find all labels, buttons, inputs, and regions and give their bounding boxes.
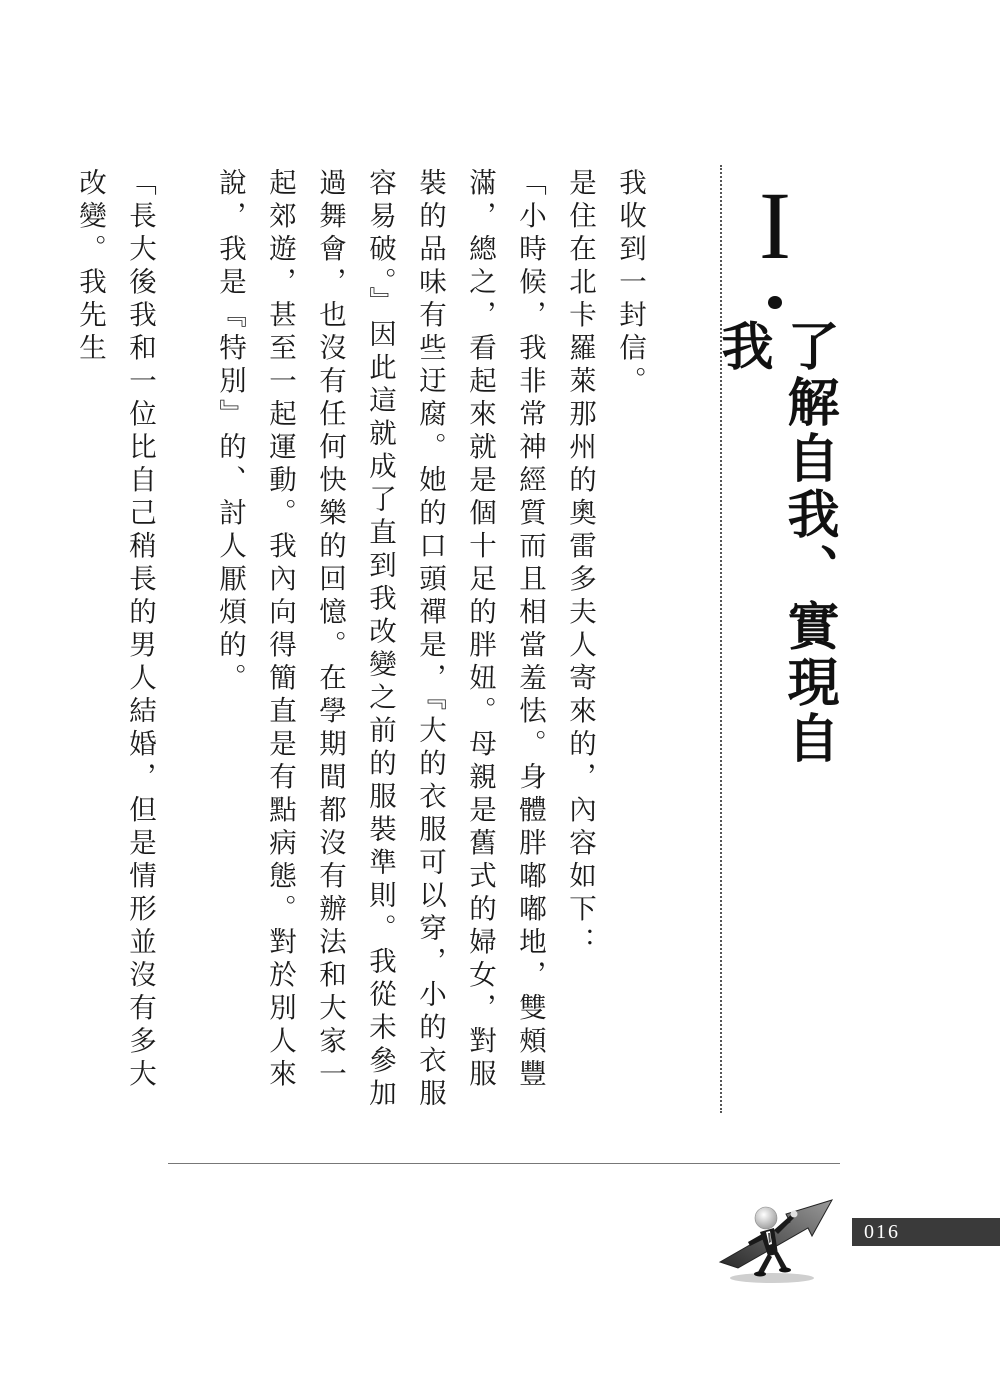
chapter-heading [712,172,838,800]
body-text [74,168,655,1118]
body-paragraph-letter-childhood: 「小時候，我非常神經質而且相當羞怯。身體胖嘟嘟地，雙頰豐滿，總之，看起來就是個十足的胖妞。母親是舊式的婦女，對服裝的品味有些迂腐。她的口頭禪是，『大的衣服可以穿，小的衣服容易破。』因此這就成了直到我改變之前的服裝準則。我從未參加過舞會，也沒有任何快樂的回憶。在學期間都沒有辦法和大家一起郊遊，甚至一起運動。我內向得簡直是有點病態。對於別人來說，我是『特別』的、討人厭煩的。 [214,168,546,1112]
footer-divider [168,1163,840,1164]
body-paragraph-letter-marriage: 「長大後我和一位比自己稍長的男人結婚，但是情形並沒有多大改變。我先生 [74,168,156,1092]
businessman-riding-arrow-icon [712,1192,842,1287]
heading-divider [720,165,722,1113]
chapter-numeral: I [759,172,791,279]
body-paragraph-sender: 是住在北卡羅萊那州的奧雷多夫人寄來的，內容如下： [564,168,596,960]
page-number-bar [852,1218,1000,1246]
chapter-title: 了解自我、實現自我 [712,319,838,768]
title-bullet-icon [768,296,782,309]
page-number: 016 [864,1220,900,1243]
body-paragraph-opening: 我收到一封信。 [614,168,646,399]
